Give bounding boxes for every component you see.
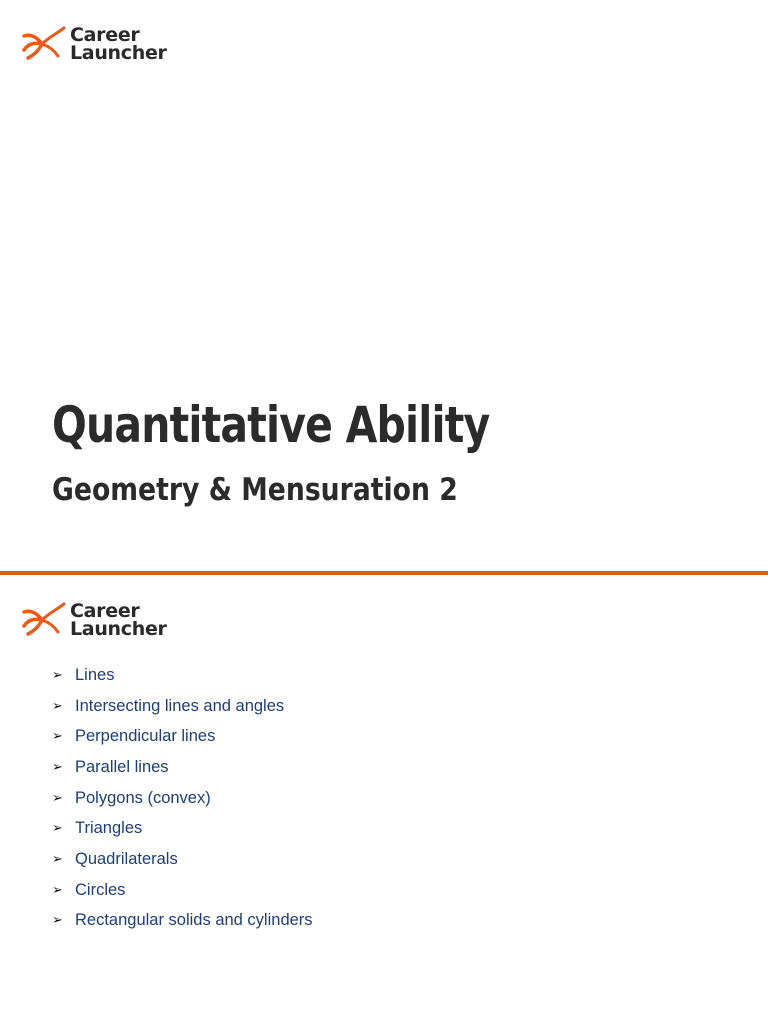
list-item — [52, 813, 313, 844]
arrowhead-bullet-icon: ➢ — [52, 790, 63, 806]
topic-label: Parallel lines — [75, 757, 169, 776]
list-item — [52, 660, 313, 691]
arrowhead-bullet-icon: ➢ — [52, 882, 63, 898]
list-item — [52, 721, 313, 752]
arrowhead-bullet-icon: ➢ — [52, 851, 63, 867]
arrowhead-bullet-icon: ➢ — [52, 667, 63, 683]
topic-label: Perpendicular lines — [75, 727, 216, 746]
arrowhead-bullet-icon: ➢ — [52, 698, 63, 714]
brand-wordmark — [70, 602, 167, 638]
list-item — [52, 783, 313, 814]
arrowhead-bullet-icon: ➢ — [52, 913, 63, 929]
list-item — [52, 875, 313, 906]
list-item — [52, 752, 313, 783]
list-item — [52, 691, 313, 722]
arrowhead-bullet-icon: ➢ — [52, 729, 63, 745]
brand-line-2: Launcher — [70, 618, 167, 640]
career-launcher-logo — [22, 24, 167, 64]
career-launcher-swirl-icon — [22, 600, 66, 640]
brand-line-1: Career — [70, 600, 140, 622]
brand-line-1: Career — [70, 24, 140, 46]
topic-label: Polygons (convex) — [75, 788, 211, 807]
topic-label: Intersecting lines and angles — [75, 696, 285, 715]
career-launcher-swirl-icon — [22, 24, 66, 64]
list-item — [52, 844, 313, 875]
arrowhead-bullet-icon: ➢ — [52, 821, 63, 837]
topic-label: Quadrilaterals — [75, 849, 178, 868]
topic-label: Circles — [75, 880, 126, 899]
topic-label: Rectangular solids and cylinders — [75, 911, 313, 930]
slide-title: Quantitative Ability — [52, 396, 490, 454]
slide-subtitle: Geometry & Mensuration 2 — [52, 472, 458, 508]
career-launcher-logo — [22, 600, 167, 640]
topic-list — [52, 660, 313, 936]
topic-label: Lines — [75, 665, 115, 684]
brand-wordmark — [70, 26, 167, 62]
brand-line-2: Launcher — [70, 42, 167, 64]
slide-divider — [0, 571, 768, 575]
topic-label: Triangles — [75, 819, 143, 838]
arrowhead-bullet-icon: ➢ — [52, 759, 63, 775]
list-item — [52, 906, 313, 937]
